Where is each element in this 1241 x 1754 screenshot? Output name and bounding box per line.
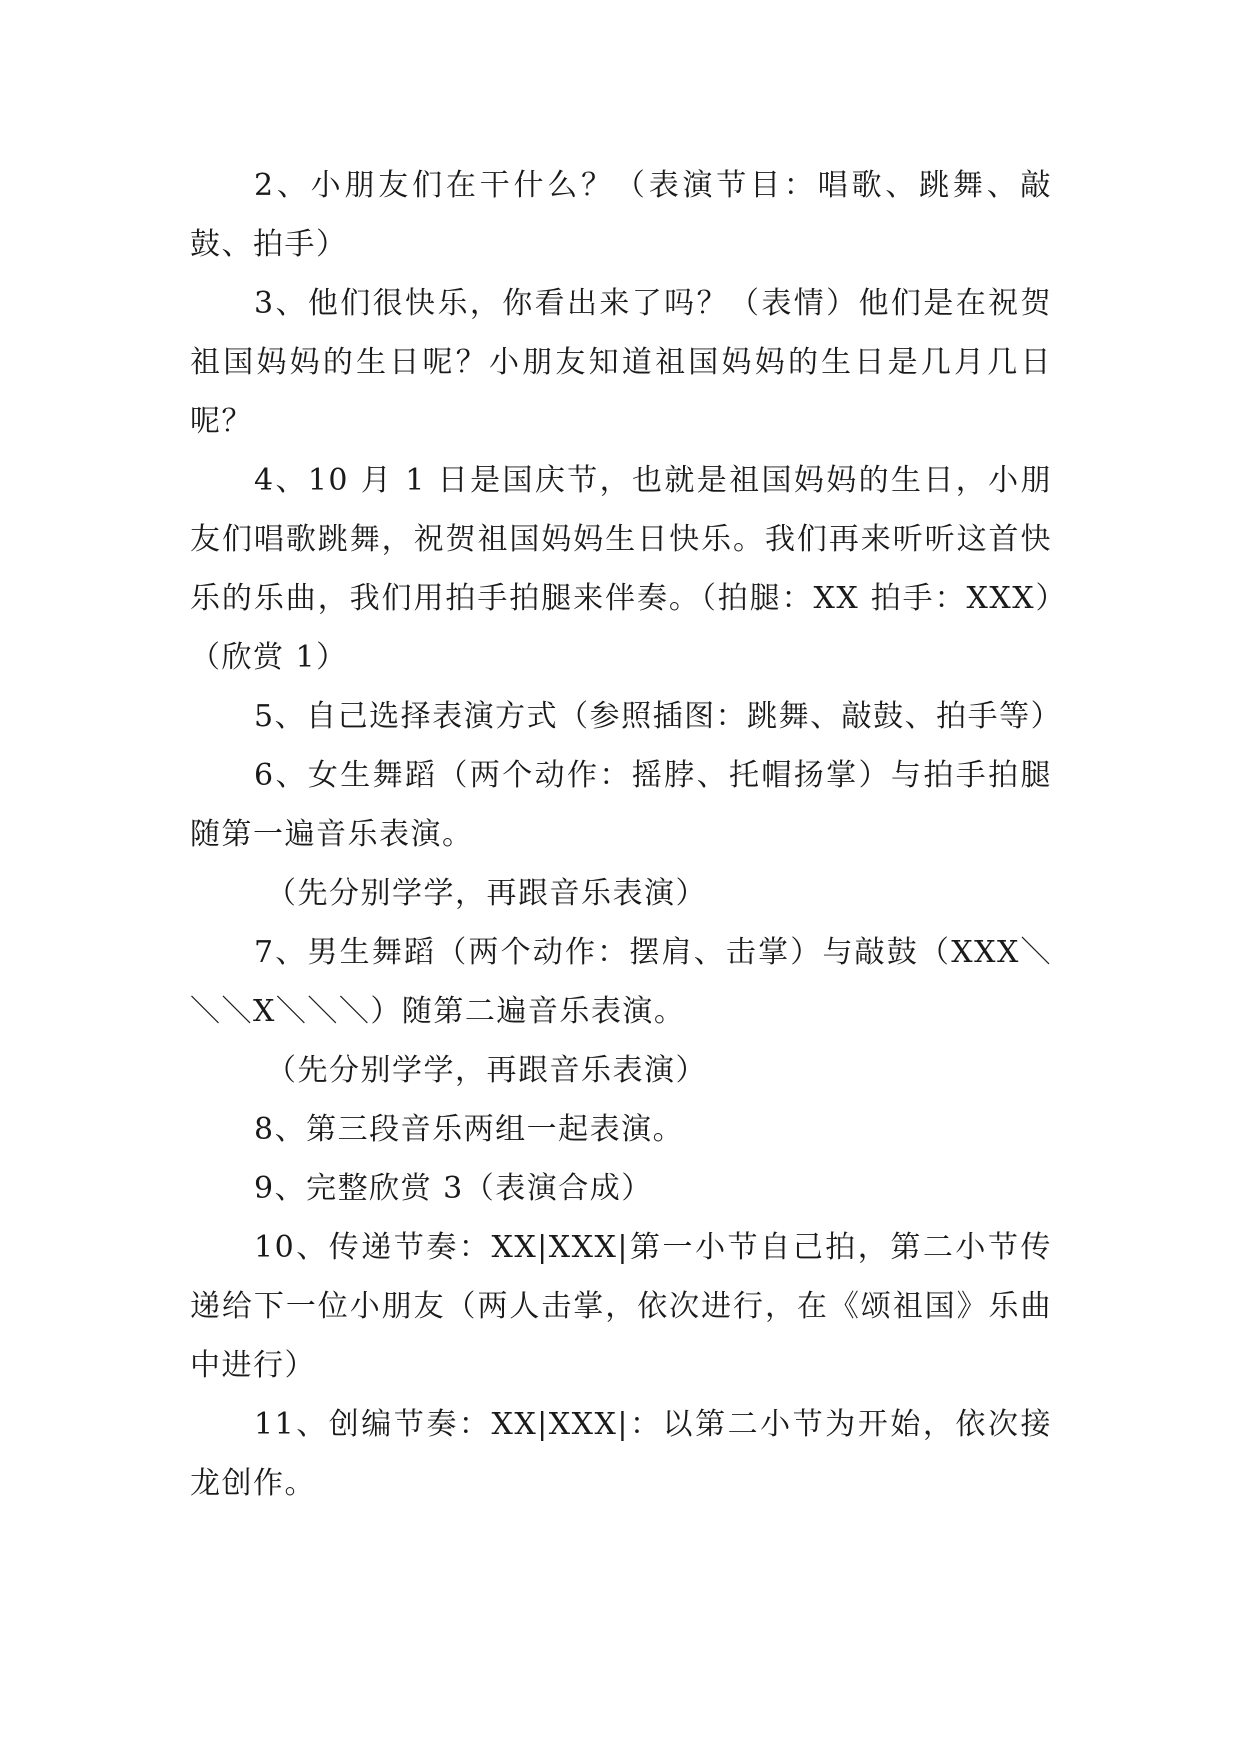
paragraph-step-8: 8、第三段音乐两组一起表演。	[254, 1112, 685, 1147]
paragraph-step-5: 5、自己选择表演方式（参照插图：跳舞、敲鼓、拍手等）	[254, 699, 1063, 734]
paragraph-step-4: 4、10 月 1 日是国庆节，也就是祖国妈妈的生日，小朋友们唱歌跳舞，祝贺祖国妈妈生日快乐。我们再来听听这首快乐的乐曲，我们用拍手拍腿来伴奏。（拍腿：XX 拍手：XXX）（欣赏 1）	[190, 463, 1052, 675]
paragraph-step-11: 11、创编节奏：XX|XXX|：以第二小节为开始，依次接龙创作。	[190, 1407, 1052, 1501]
paragraph-step-7: 7、男生舞蹈（两个动作：摆肩、击掌）与敲鼓（XXX＼＼＼X＼＼＼）随第二遍音乐表演。	[190, 935, 1052, 1029]
paragraph-step-10: 10、传递节奏：XX|XXX|第一小节自己拍，第二小节传递给下一位小朋友（两人击掌，依次进行，在《颂祖国》乐曲中进行）	[190, 1230, 1052, 1383]
paragraph-step-2: 2、小朋友们在干什么？（表演节目：唱歌、跳舞、敲鼓、拍手）	[190, 168, 1052, 262]
paragraph-step-6: 6、女生舞蹈（两个动作：摇脖、托帽扬掌）与拍手拍腿随第一遍音乐表演。	[190, 758, 1052, 852]
paragraph-step-9: 9、完整欣赏 3（表演合成）	[254, 1171, 653, 1206]
paragraph-step-7-note: （先分别学学，再跟音乐表演）	[266, 1053, 707, 1088]
document-body	[190, 156, 1063, 1513]
paragraph-step-3: 3、他们很快乐，你看出来了吗？（表情）他们是在祝贺祖国妈妈的生日呢？小朋友知道祖国妈妈的生日是几月几日呢？	[190, 286, 1052, 439]
paragraph-step-6-note: （先分别学学，再跟音乐表演）	[266, 876, 707, 911]
